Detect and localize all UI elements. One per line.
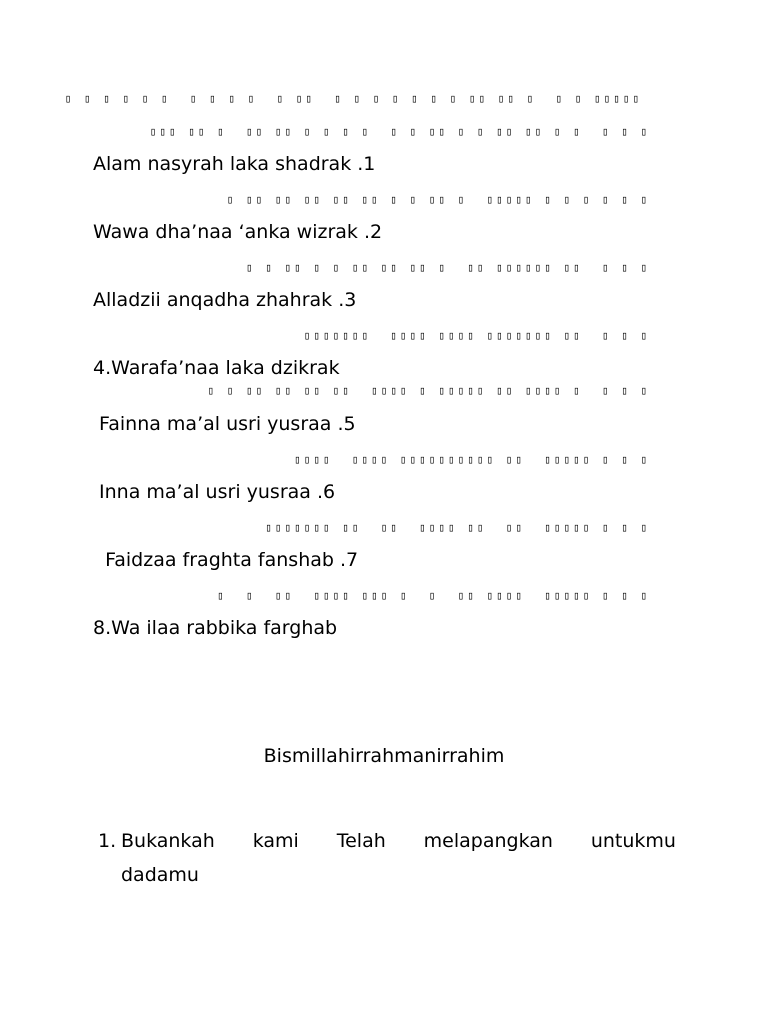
verse-2-arabic: ▯ ▯▯ ▯▯ ▯▯ ▯▯ ▯▯ ▯ ▯ ▯▯ ▯ ▯▯▯▯▯ ▯ ▯ ▯ ▯ ▯ ▯ [226, 193, 650, 206]
verse-5-arabic: ▯ ▯ ▯▯ ▯▯ ▯▯ ▯▯ ▯▯▯▯ ▯ ▯▯▯▯▯ ▯▯ ▯▯▯▯ ▯ ▯ ▯ ▯ [207, 384, 650, 397]
translation-heading: Bismillahirrahmanirrahim [263, 745, 505, 767]
arabic-header-line-1: ▯ ▯ ▯ ▯ ▯ ▯ ▯ ▯ ▯ ▯ ▯ ▯▯ ▯ ▯ ▯ ▯ ▯ ▯ ▯ ▯▯ ▯▯ ▯ ▯ ▯ ▯▯▯▯▯ [64, 92, 642, 105]
translation-line-2: dadamu [121, 864, 199, 886]
verse-6-latin: Inna ma’al usri yusraa .6 [93, 481, 336, 503]
translation-word: Bukankah [121, 830, 215, 852]
verse-8-latin: 8.Wa ilaa rabbika farghab [93, 617, 338, 639]
verse-5-latin: Fainna ma’al usri yusraa .5 [93, 413, 356, 435]
verse-7-arabic: ▯▯▯▯▯▯▯ ▯▯ ▯▯ ▯▯▯▯ ▯▯ ▯▯ ▯▯▯▯▯ ▯ ▯ ▯ [265, 521, 650, 534]
verse-6-arabic: ▯▯▯▯ ▯▯▯▯ ▯▯▯▯▯▯▯▯▯▯ ▯▯ ▯▯▯▯▯ ▯ ▯ ▯ [293, 453, 650, 466]
verse-3-arabic: ▯ ▯ ▯▯ ▯ ▯ ▯▯ ▯▯ ▯▯ ▯ ▯▯ ▯▯▯▯▯▯ ▯▯ ▯ ▯ ▯ [245, 261, 650, 274]
translation-word: kami [252, 830, 299, 852]
verse-4-latin: 4.Warafa’naa laka dzikrak [93, 357, 340, 379]
translation-line-1 [121, 824, 676, 858]
translation-word: Telah [336, 830, 386, 852]
verse-7-latin: Faidzaa fraghta fanshab .7 [93, 549, 359, 571]
verse-4-arabic: ▯▯▯▯▯▯▯ ▯▯▯▯ ▯▯▯▯ ▯▯▯▯▯▯▯ ▯▯ ▯ ▯ ▯ [303, 329, 650, 342]
verse-1-latin: Alam nasyrah laka shadrak .1 [93, 153, 376, 175]
translation-word: melapangkan [423, 830, 553, 852]
translation-word: untukmu [590, 830, 676, 852]
verse-8-arabic: ▯ ▯ ▯▯ ▯▯▯▯ ▯▯▯ ▯ ▯ ▯▯ ▯▯▯▯ ▯▯▯▯▯ ▯ ▯ ▯ [216, 589, 650, 602]
list-number: 1. [98, 830, 117, 852]
arabic-header-line-2: ▯▯▯ ▯▯ ▯ ▯▯ ▯▯ ▯ ▯ ▯ ▯ ▯ ▯ ▯▯ ▯ ▯ ▯▯ ▯▯ ▯ ▯ ▯ ▯ ▯ [149, 125, 650, 138]
verse-3-latin: Alladzii anqadha zhahrak .3 [93, 289, 357, 311]
verse-2-latin: Wawa dha’naa ‘anka wizrak .2 [93, 221, 383, 243]
